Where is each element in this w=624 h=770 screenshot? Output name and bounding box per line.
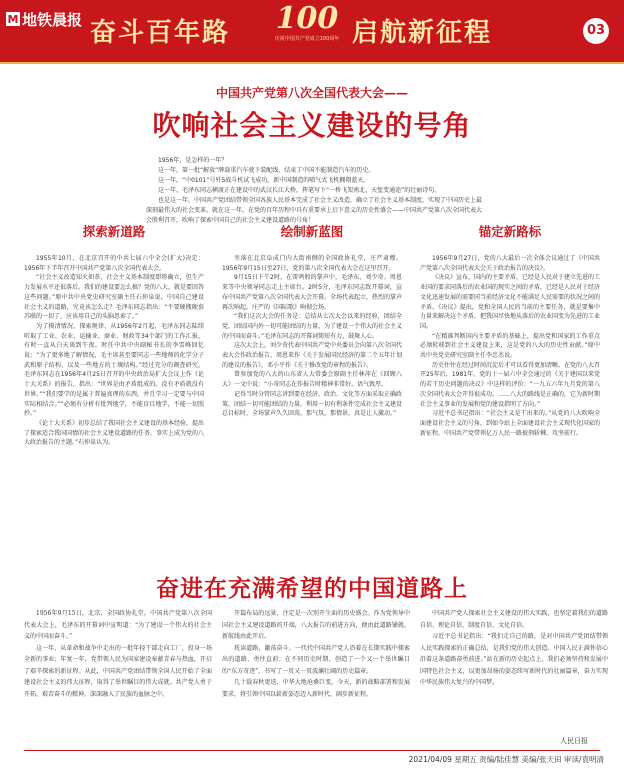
section-title: 锚定新路标 xyxy=(478,224,542,239)
footer-divider xyxy=(24,750,600,751)
body-paragraph: 这一年，从革命和战争中走出的一批年轻干部走向工厂，投身一场全新的事业；年复一年，党带领人民为国家建设奉献青春与热血，开启了艰辛探索的新征程。从此，中国共产党团结带领全国人民开始了全面建设社会主义的伟大征程，取得了举世瞩目的伟大成就。共产党人勇于开拓、艰苦奋斗的精神，深深融入了民族的血脉之中。 xyxy=(24,644,212,698)
intro-paragraph: 也是这一年，中国共产党团结带领全国各族人民基本完成了社会主义改造，确立了社会主义基本制度，实现了中国历史上最深刻最伟大的社会变革。就在这一年，在党的百年历程中具有重要承上启下意义的历史性盛会——中国共产党第八次全国代表大会胜利召开，吹响了探索中国自己的社会主义建设道路的号角！ xyxy=(146,197,483,224)
body-paragraph: 这次大会上，刘少奇代表中国共产党中央委员会向第八次全国代表大会作政治报告，周恩来作《关于发展国民经济的第二个五年计划的建议的报告》，邓小平作《关于修改党的章程的报告》。 xyxy=(222,342,403,369)
body-paragraph: 1955年10月，在北京召开的中共七届六中全会(扩大)决定：1956年下半年召开中国共产党第八次全国代表大会。 xyxy=(24,255,204,272)
masthead-bar xyxy=(0,0,624,62)
article-source: 人民日报 xyxy=(560,737,588,745)
centenary-emblem xyxy=(266,2,348,58)
body-paragraph: “社会主义改造知火如荼，社会主义基本制度即将确立，但生产力发展水平还很落后。我们的建设要怎么搞？党的八大，就是要回答这些问题。”原中共中央党史研究室副主任石仲泉说。中国自己建设社会主义的道路，究竟该怎么走？毛泽东同志指出：“不要硬搬硬套苏联的一切了，应该用自己的头脑思索了。” xyxy=(24,274,205,321)
page-number: 03 xyxy=(583,18,609,44)
article-intro xyxy=(146,156,486,226)
intro-paragraph: 1956年，是怎样的一年？ xyxy=(158,157,228,164)
section-title: 绘制新蓝图 xyxy=(280,224,344,239)
body-paragraph: 几十载春秋更迭，中华大地沧桑巨变。今天，新的战略部署和发展要求，将引领中国以崭新姿态迈入新时代、阔步新征程。 xyxy=(222,679,410,698)
intro-paragraph: 这一年，毛泽东同志横渡正在建设中的武汉长江大桥，挥笔写下“一桥飞架南北，天堑变通途”的壮丽诗句。 xyxy=(158,187,441,194)
body-paragraph: 《决议》宣布，国内的主要矛盾，已经是人民对于建立先进的工业国的要求同落后的农业国的现实之间的矛盾，已经是人民对于经济文化迅速发展的需要同当前经济文化不能满足人民需要的状况之间的矛盾。《决议》提出，党和全国人民的当前的主要任务，就是要集中力量来解决这个矛盾，把我国尽快地从落后的农业国变为先进的工业国。 xyxy=(420,274,601,330)
section-title: 探索新道路 xyxy=(82,224,146,239)
header-divider xyxy=(0,62,624,64)
body-paragraph: 习近平总书记指出：“社会主义是干出来的。”从党的八大吹响全面建设社会主义的号角，到如今站上全面建设社会主义现代化国家的新征程，中国共产党带领亿万人民一路披荆斩棘、攻坚前行。 xyxy=(420,410,601,437)
body-paragraph: 曾参加党的八大的山东省人大常委会原副主任林萍在《回顾八大》一文中说：“小奇同志在作报告时精神非常好，语气敦厚。 xyxy=(222,371,402,389)
body-paragraph: “在精准判断国内主要矛盾的基础上，提出党和国家的工作重点必须转移到社会主义建设上来，这是党的八大的历史性贡献。”原中共中央党史研究室副主任李忠杰说。 xyxy=(420,332,600,360)
body-paragraph: 记得当时分管同志讲到要在经济、政治、文化等方面采取正确政策，团结一切可能团结的力量，利用一切有利条件完成社会主义建设总目标时，全场掌声久久回荡，那气氛，那情景，真是让人激动。” xyxy=(222,390,403,418)
body-paragraph: 中国共产党人探索社会主义建设的伟大实践，也坚定着我们的道路自信、理论自信、制度自信、文化自信。 xyxy=(420,610,608,629)
body-paragraph: 历史往往在经过时间沉淀后才可以看得更加清晰。在党的八大召开25年后，1981年，党的十一届六中全会通过的《关于建国以来党的若干历史问题的决议》中这样的评价：“一九五六年九月党的第八次全国代表大会开得很成功。……八大的路线是正确的，它为新时期社会主义事业的发展和党的建设指明了方向。” xyxy=(420,361,601,408)
section-column-blueprint xyxy=(222,222,402,419)
banner-slogan-left: 奋斗百年路 xyxy=(90,18,231,48)
newspaper-name: 地铁晨报 xyxy=(22,10,83,29)
commentary-column xyxy=(24,608,212,700)
metro-icon: M xyxy=(7,12,19,26)
emblem-caption: 庆祝中国共产党成立100周年 xyxy=(274,36,340,42)
body-paragraph: 1956年9月27日，党的八大最后一次全体会议通过了《中国共产党第八次全国代表大会关于政治报告的决议》。 xyxy=(420,255,600,272)
commentary-column xyxy=(420,608,608,689)
page-footer: 2021/04/09 星期五 责编/陆佳慧 美编/张天田 审读/袁明清 xyxy=(408,755,604,764)
banner-slogan-right: 启航新征程 xyxy=(352,18,493,48)
body-paragraph: 开篇布局的远景，注定是一次别开生面的历史盛会。作为党领导中国社会主义建设道路的开端，八大报告的前进方向，便由此道路铺就，新航线由此开启。 xyxy=(222,610,410,640)
article-kicker: 中国共产党第八次全国代表大会—— xyxy=(215,86,408,100)
commentary-headline: 奋进在充满希望的中国道路上 xyxy=(156,575,468,602)
article-headline: 吹响社会主义建设的号角 xyxy=(152,109,472,142)
body-paragraph: 为了摸清情况、探索规律，从1956年2月起，毛泽东同志陆续听取了工业、农业、运输业、商业、财政等34个部门的工作汇报，有时一直从白天谈到午夜。时任中共中央副秘书长的李雪峰回忆说：“为了更多地了解情况，毛主席甚至要同志一些地师的化学分子武和原子结构，以及一些地方的土壤结构。”经过充分的调查研究，毛泽东同志在1956年4月25日召开的中央政治局扩大会议上作《论十大关系》的报告，指出：“世界是由矛盾组成的。没有矛盾就没有世界。”“我们要学的是属于普遍真理的东西，并且学习一定要与中国实际相结合。”“必须有分析有批判地学，不能盲目地学，不能一切照抄。” xyxy=(24,322,204,418)
body-paragraph: 抚读道路，激荡奋斗。一代代中国共产党人沿着在长期实践中探索出的道路，勇往直前；在不同历史时期，创造了一个又一个举世瞩目的“东方奇迹”，书写了一页又一页波澜壮阔的历史篇章。 xyxy=(222,644,410,675)
section-column-explore xyxy=(24,222,204,448)
body-paragraph: 1956年9月15日，北京，全国政协礼堂。中国共产党第八次全国代表大会上，毛泽东的开幕词中宣明道：“为了建设一个伟大的社会主义的中国而奋斗。” xyxy=(24,610,212,640)
emblem-number: 100 xyxy=(275,1,339,36)
section-column-signpost xyxy=(420,222,600,438)
intro-paragraph: 这一年，“中0101”号歼5战斗机试飞成功，新中国制造的喷气式飞机翱翔蓝天。 xyxy=(158,177,370,184)
newspaper-logo xyxy=(6,8,82,30)
body-paragraph: “我们这次大会的任务是：总结从七次大会以来的经验，团结全党，团结国内外一切可能团结的力量，为了建设一个伟大的社会主义的中国而奋斗。”毛泽东同志的开幕词简短有力，鼓舞人心。 xyxy=(222,313,403,340)
body-paragraph: 习近平总书记指出：“我们走自己的路，是对中国共产党团结带领人民实践探索的正确总结，是我们党的伟大创造。中国人民正满怀信心沿着这条道路奋勇前进。”站在新的历史起点上，我们必须坚持和发展中国特色社会主义，以更加昂扬的姿态续写新时代的壮丽篇章，奋力实现中华民族伟大复兴的中国梦。 xyxy=(420,633,608,686)
body-paragraph: 《论十大关系》初步总结了我国社会主义建设的基本经验，提出了探索适合我国国情的社会主义建设道路的任务，事实上成为党的八大政治报告的主题。”石仲泉认为。 xyxy=(24,419,205,447)
body-paragraph: 坐落在北京阜成门内大街南侧的全国政协礼堂，庄严肃穆。1956年9月15日至27日，党的第八次全国代表大会在这里召开。 xyxy=(222,255,402,272)
body-paragraph: 9月15日下午2时，在雷鸣般的掌声中，毛泽东、刘少奇、周恩来等中央领导同志走上主席台。2时5分，毛泽东同志致开幕词，宣布中国共产党第八次全国代表大会开幕。全场代表起立，热烈的掌声再次响起，庄严的《国际歌》响彻会场。 xyxy=(222,274,403,311)
commentary-column xyxy=(222,608,410,700)
intro-paragraph: 这一年，第一批“解放”牌载重汽车驶下装配线，结束了中国不能制造汽车的历史。 xyxy=(158,167,375,174)
